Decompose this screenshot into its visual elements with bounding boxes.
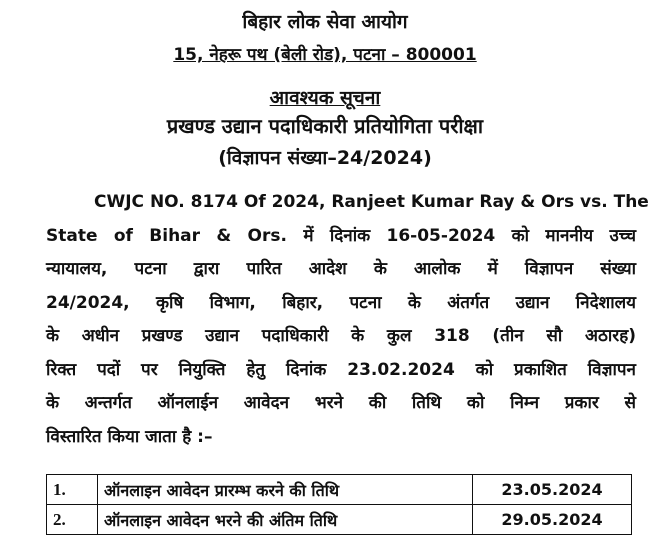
notice-title: आवश्यक सूचना	[269, 87, 381, 109]
body-line: के अन्तर्गत ऑनलाईन आवेदन भरने की तिथि को निम्न प्रकार से	[46, 393, 636, 413]
notice-body	[46, 186, 649, 454]
row-date: 23.05.2024	[473, 475, 632, 505]
exam-name: प्रखण्ड उद्यान पदाधिकारी प्रतियोगिता परीक्षा	[166, 114, 484, 138]
dates-table	[46, 474, 632, 535]
row-number: 2.	[47, 505, 98, 535]
body-line: विस्तारित किया जाता है :–	[46, 426, 213, 447]
org-address: 15, नेहरू पथ (बेली रोड), पटना – 800001	[173, 45, 477, 65]
body-line: न्यायालय, पटना द्वारा पारित आदेश के आलोक में विज्ञापन संख्या	[46, 259, 636, 279]
body-line: State of Bihar & Ors. में दिनांक 16-05-2024 को माननीय उच्च	[46, 225, 636, 246]
row-label: ऑनलाइन आवेदन प्रारम्भ करने की तिथि	[98, 475, 473, 505]
table-row	[47, 505, 632, 535]
row-date: 29.05.2024	[473, 505, 632, 535]
body-line: 24/2024, कृषि विभाग, बिहार, पटना के अंतर्गत उद्यान निदेशालय	[46, 292, 636, 313]
table-row	[47, 475, 632, 505]
body-line: रिक्त पदों पर नियुक्ति हेतु दिनांक 23.02.2024 को प्रकाशित विज्ञापन	[46, 359, 636, 380]
body-line: CWJC NO. 8174 Of 2024, Ranjeet Kumar Ray & Ors vs. The	[94, 192, 649, 212]
row-label: ऑनलाइन आवेदन भरने की अंतिम तिथि	[98, 505, 473, 535]
advertisement-number: (विज्ञापन संख्या–24/2024)	[218, 147, 432, 169]
org-name: बिहार लोक सेवा आयोग	[242, 11, 408, 33]
row-number: 1.	[47, 475, 98, 505]
body-line: के अधीन प्रखण्ड उद्यान पदाधिकारी के कुल 318 (तीन सौ अठारह)	[46, 326, 636, 346]
